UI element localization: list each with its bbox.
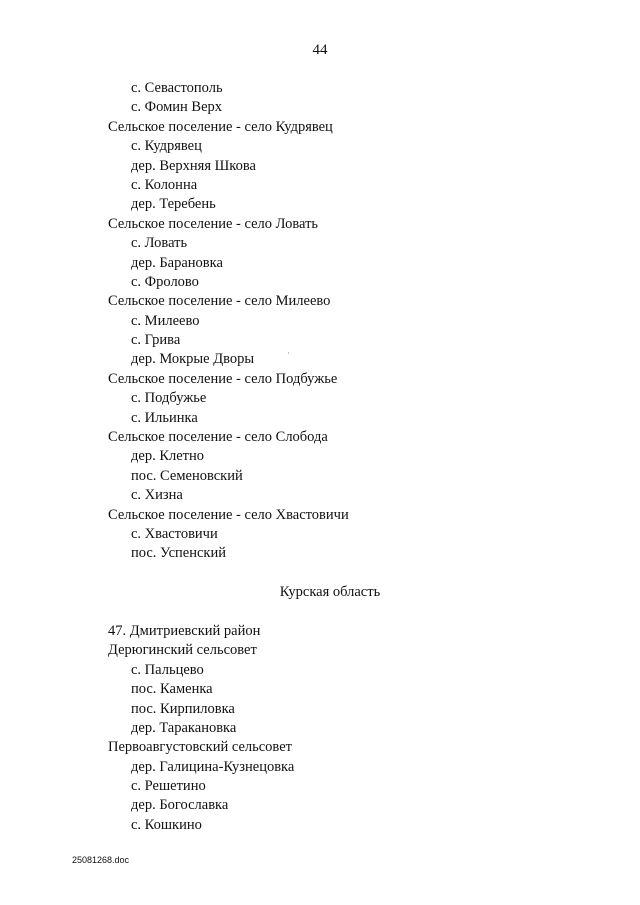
- locality-item: с. Фролово: [131, 273, 199, 290]
- blank-line: [0, 564, 640, 583]
- document-body: [0, 79, 640, 835]
- locality-item: дер. Галицина-Кузнецовка: [131, 758, 295, 775]
- locality-item: дер. Богославка: [131, 797, 229, 814]
- settlement-heading: Первоавгустовский сельсовет: [108, 739, 292, 756]
- settlement-heading: Сельское поселение - село Слобода: [108, 429, 328, 446]
- settlement-heading: Сельское поселение - село Подбужье: [108, 370, 338, 387]
- settlement-heading: Сельское поселение - село Хвастовичи: [108, 506, 349, 523]
- scan-speck: [288, 352, 289, 354]
- locality-item: дер. Мокрые Дворы: [131, 351, 255, 368]
- locality-item: дер. Верхняя Шкова: [131, 157, 256, 174]
- blank-line: [0, 603, 640, 622]
- locality-item: пос. Кирпиловка: [131, 700, 235, 717]
- settlement-heading: Сельское поселение - село Милеево: [108, 293, 331, 310]
- file-name-footer: 25081268.doc: [72, 855, 130, 865]
- locality-item: с. Милеево: [131, 312, 200, 329]
- locality-item: с. Кудрявец: [131, 138, 202, 155]
- locality-item: пос. Каменка: [131, 681, 213, 698]
- region-heading: Курская область: [279, 584, 381, 601]
- locality-item: с. Решетино: [131, 778, 206, 795]
- locality-item: дер. Барановка: [131, 254, 223, 271]
- settlement-heading: Сельское поселение - село Ловать: [108, 215, 319, 232]
- locality-item: дер. Таракановка: [131, 719, 237, 736]
- locality-item: с. Колонна: [131, 176, 198, 193]
- locality-item: с. Ильинка: [131, 409, 198, 426]
- locality-item: с. Ловать: [131, 235, 188, 252]
- locality-item: пос. Успенский: [131, 545, 226, 562]
- locality-item: с. Севастополь: [131, 80, 223, 96]
- locality-item: пос. Семеновский: [131, 467, 243, 484]
- settlement-heading: 47. Дмитриевский район: [108, 622, 261, 639]
- locality-item: с. Хвастовичи: [131, 525, 218, 542]
- locality-item: дер. Клетно: [131, 448, 205, 465]
- locality-item: дер. Теребень: [131, 196, 216, 213]
- locality-item: с. Подбужье: [131, 390, 207, 407]
- page-number: 44: [312, 42, 328, 58]
- locality-item: с. Пальцево: [131, 661, 204, 678]
- locality-item: с. Грива: [131, 332, 181, 349]
- locality-item: с. Кошкино: [131, 816, 202, 833]
- locality-item: с. Фомин Верх: [131, 99, 223, 116]
- locality-item: с. Хизна: [131, 487, 183, 504]
- settlement-heading: Дерюгинский сельсовет: [108, 642, 257, 659]
- settlement-heading: Сельское поселение - село Кудрявец: [108, 118, 333, 135]
